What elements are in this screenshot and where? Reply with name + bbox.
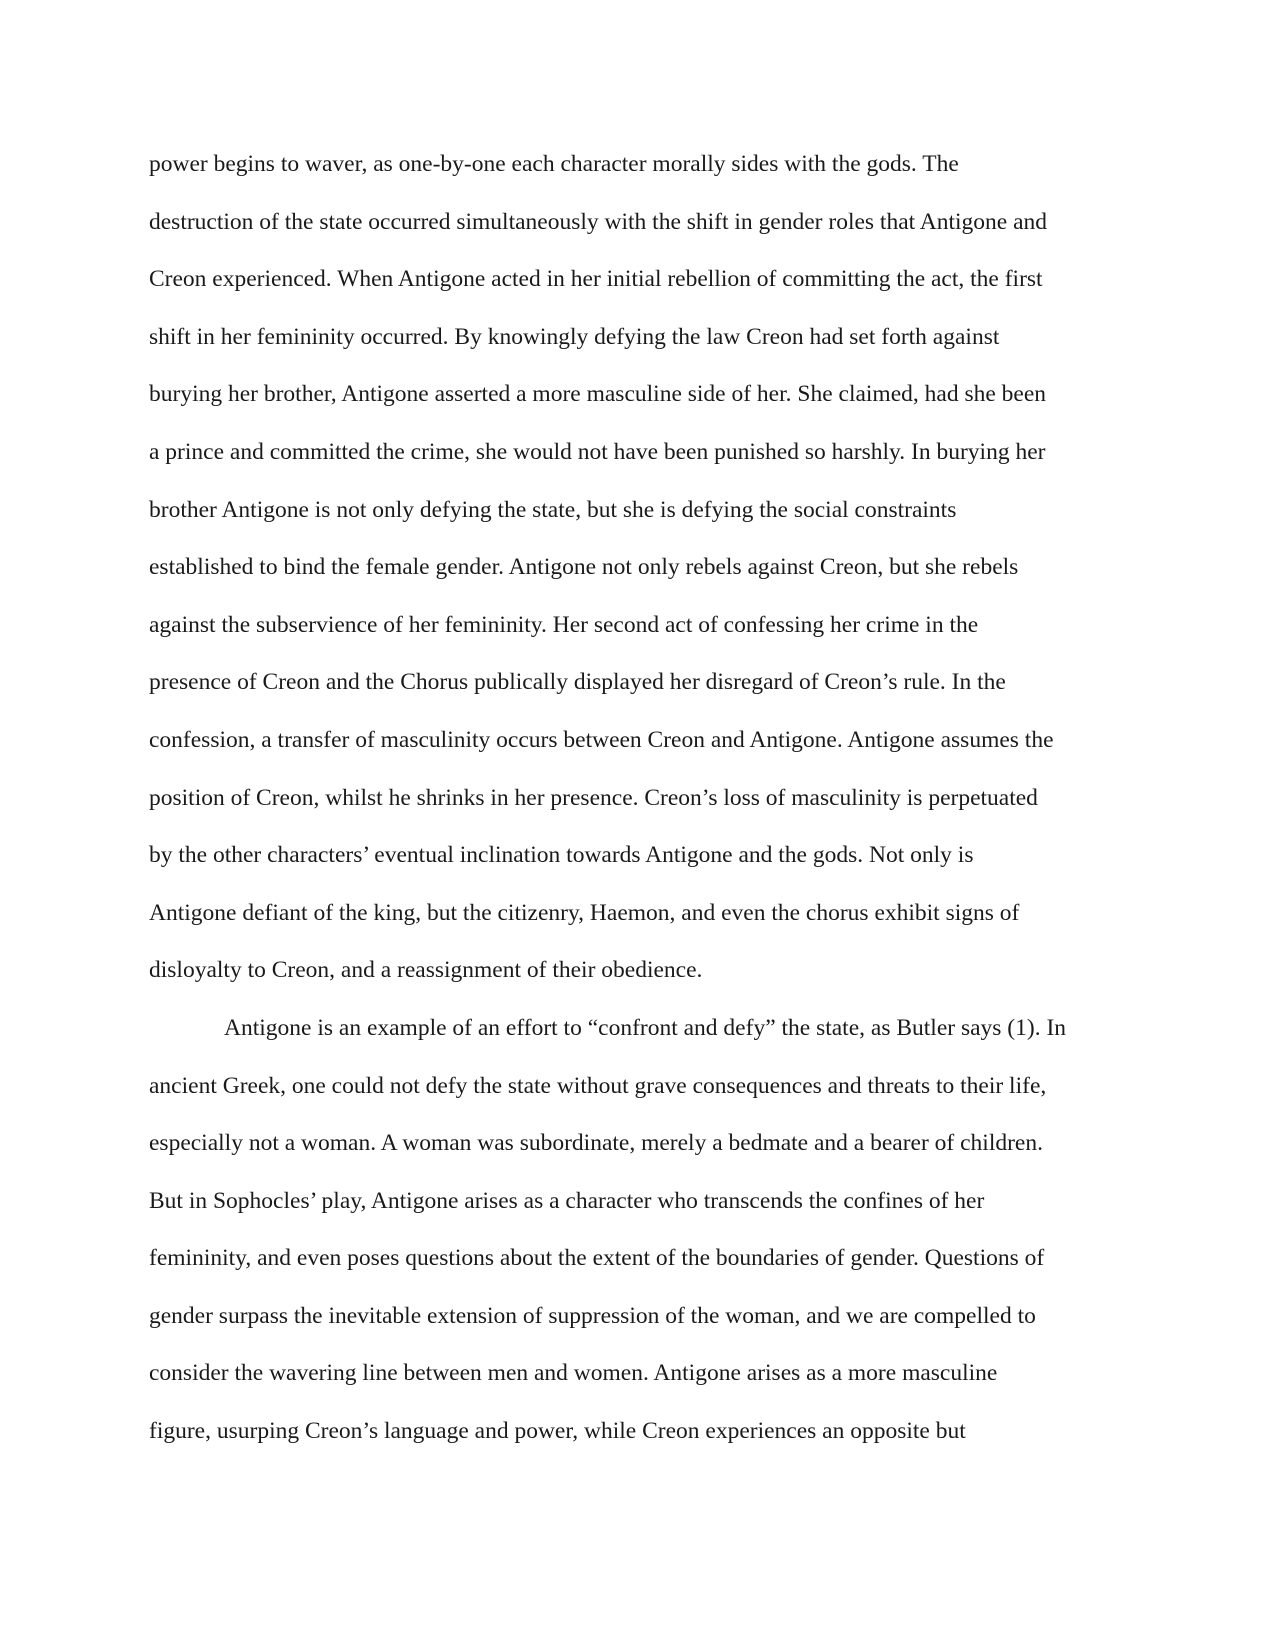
text-line: burying her brother, Antigone asserted a more masculine side of her. She claimed, had she been (149, 381, 1047, 408)
text-line: But in Sophocles’ play, Antigone arises as a character who transcends the confines of her (149, 1187, 985, 1214)
text-line: established to bind the female gender. Antigone not only rebels against Creon, but she rebels (149, 554, 1019, 581)
text-line: especially not a woman. A woman was subordinate, merely a bedmate and a bearer of children. (149, 1130, 1043, 1157)
text-line: figure, usurping Creon’s language and power, while Creon experiences an opposite but (149, 1418, 966, 1445)
text-line-indented: Antigone is an example of an effort to “confront and defy” the state, as Butler says (1). In (224, 1014, 1067, 1041)
body-text (149, 136, 1149, 1461)
paragraph-2 (149, 1000, 1149, 1461)
text-line: consider the wavering line between men and women. Antigone arises as a more masculine (149, 1360, 998, 1387)
text-line: presence of Creon and the Chorus publically displayed her disregard of Creon’s rule. In the (149, 669, 1006, 696)
text-line: Antigone defiant of the king, but the citizenry, Haemon, and even the chorus exhibit signs of (149, 899, 1020, 926)
text-line: destruction of the state occurred simultaneously with the shift in gender roles that Antigone and (149, 208, 1048, 235)
text-line: gender surpass the inevitable extension of suppression of the woman, and we are compelled to (149, 1302, 1036, 1329)
text-line: disloyalty to Creon, and a reassignment of their obedience. (149, 957, 703, 984)
text-line: a prince and committed the crime, she would not have been punished so harshly. In burying her (149, 438, 1046, 465)
text-line: Creon experienced. When Antigone acted in her initial rebellion of committing the act, the first (149, 266, 1043, 293)
text-line: ancient Greek, one could not defy the state without grave consequences and threats to their life, (149, 1072, 1047, 1099)
text-line: shift in her femininity occurred. By knowingly defying the law Creon had set forth against (149, 323, 1000, 350)
text-line: position of Creon, whilst he shrinks in her presence. Creon’s loss of masculinity is perpetuated (149, 784, 1038, 811)
text-line: against the subservience of her femininity. Her second act of confessing her crime in the (149, 611, 979, 638)
text-line: brother Antigone is not only defying the state, but she is defying the social constraints (149, 496, 957, 523)
paragraph-1 (149, 136, 1149, 1000)
text-line: by the other characters’ eventual inclination towards Antigone and the gods. Not only is (149, 842, 974, 869)
text-line: confession, a transfer of masculinity occurs between Creon and Antigone. Antigone assumes the (149, 726, 1054, 753)
text-line: power begins to waver, as one-by-one each character morally sides with the gods. The (149, 151, 959, 177)
text-line: femininity, and even poses questions about the extent of the boundaries of gender. Questions of (149, 1245, 1045, 1272)
